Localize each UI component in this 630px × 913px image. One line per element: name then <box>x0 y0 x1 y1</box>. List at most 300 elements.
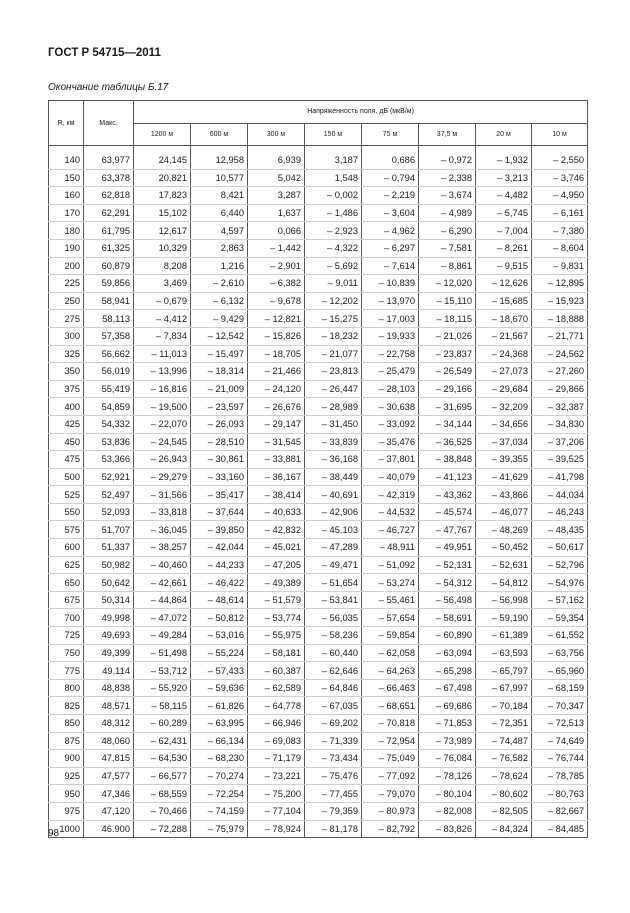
table-cell: – 51,092 <box>362 556 419 574</box>
table-cell: – 77,092 <box>362 767 419 785</box>
table-cell: – 4,412 <box>134 310 191 328</box>
subcol-header: 10 м <box>532 123 588 146</box>
table-cell: – 53,274 <box>362 574 419 592</box>
table-cell: – 21,009 <box>191 380 248 398</box>
table-cell: – 68,230 <box>191 750 248 768</box>
table-cell: – 82,667 <box>532 802 588 820</box>
table-cell: – 40,633 <box>248 503 305 521</box>
table-cell: – 15,497 <box>191 345 248 363</box>
table-cell: – 4,950 <box>532 187 588 205</box>
table-cell: – 78,785 <box>532 767 588 785</box>
table-cell: – 79,070 <box>362 785 419 803</box>
table-cell: 6,939 <box>248 152 305 169</box>
table-cell: – 82,792 <box>362 820 419 838</box>
table-cell: 63,378 <box>84 169 134 187</box>
table-cell: – 68,559 <box>134 785 191 803</box>
table-cell: – 54,312 <box>419 574 476 592</box>
table-cell: – 12,202 <box>305 292 362 310</box>
table-cell: 54,859 <box>84 398 134 416</box>
table-cell: – 58,236 <box>305 627 362 645</box>
table-cell: – 72,254 <box>191 785 248 803</box>
table-cell: – 45,574 <box>419 503 476 521</box>
table-cell: 375 <box>49 380 84 398</box>
table-cell: 46.900 <box>84 820 134 838</box>
table-cell: 52,921 <box>84 468 134 486</box>
table-row <box>49 292 588 310</box>
table-cell: – 66,134 <box>191 732 248 750</box>
table-cell: – 29,866 <box>532 380 588 398</box>
table-cell: – 6,132 <box>191 292 248 310</box>
table-cell: 170 <box>49 204 84 222</box>
table-cell: – 47,767 <box>419 521 476 539</box>
table-cell: 650 <box>49 574 84 592</box>
table-cell: – 24,562 <box>532 345 588 363</box>
table-cell: – 29,279 <box>134 468 191 486</box>
table-cell: – 51,579 <box>248 591 305 609</box>
table-cell: – 18,705 <box>248 345 305 363</box>
table-cell: 54,332 <box>84 415 134 433</box>
table-cell: – 44,864 <box>134 591 191 609</box>
table-row <box>49 521 588 539</box>
table-cell: 150 <box>49 169 84 187</box>
table-cell: – 3,604 <box>362 204 419 222</box>
table-cell: – 66,577 <box>134 767 191 785</box>
table-cell: – 40,079 <box>362 468 419 486</box>
table-cell: – 62,431 <box>134 732 191 750</box>
table-cell: – 28,989 <box>305 398 362 416</box>
table-cell: – 63,094 <box>419 644 476 662</box>
table-cell: – 38,414 <box>248 486 305 504</box>
table-cell: – 78,924 <box>248 820 305 838</box>
table-cell: – 66,463 <box>362 679 419 697</box>
table-cell: – 37,644 <box>191 503 248 521</box>
table-cell: 1,637 <box>248 204 305 222</box>
table-cell: – 24,120 <box>248 380 305 398</box>
table-cell: – 9,429 <box>191 310 248 328</box>
table-cell: – 21,077 <box>305 345 362 363</box>
table-cell: – 17,003 <box>362 310 419 328</box>
table-cell: – 42,906 <box>305 503 362 521</box>
table-cell: – 18,115 <box>419 310 476 328</box>
table-cell: – 52,631 <box>476 556 532 574</box>
table-cell: – 80,602 <box>476 785 532 803</box>
table-cell: – 70,274 <box>191 767 248 785</box>
table-cell: – 36,168 <box>305 451 362 469</box>
table-cell: – 2,610 <box>191 275 248 293</box>
table-cell: – 69,202 <box>305 715 362 733</box>
table-cell: 24,145 <box>134 152 191 169</box>
table-cell: – 67,498 <box>419 679 476 697</box>
table-row <box>49 257 588 275</box>
table-cell: 160 <box>49 187 84 205</box>
table-cell: 60,879 <box>84 257 134 275</box>
table-cell: 10,329 <box>134 239 191 257</box>
table-cell: – 7,614 <box>362 257 419 275</box>
table-cell: – 76,084 <box>419 750 476 768</box>
table-cell: – 31,545 <box>248 433 305 451</box>
table-cell: 5,042 <box>248 169 305 187</box>
table-cell: – 84,485 <box>532 820 588 838</box>
table-cell: – 38,449 <box>305 468 362 486</box>
table-cell: – 62,589 <box>248 679 305 697</box>
table-cell: 425 <box>49 415 84 433</box>
table-cell: – 76,582 <box>476 750 532 768</box>
table-cell: – 49,471 <box>305 556 362 574</box>
table-cell: 750 <box>49 644 84 662</box>
table-cell: – 6,290 <box>419 222 476 240</box>
table-cell: – 33,092 <box>362 415 419 433</box>
table-cell: – 26,093 <box>191 415 248 433</box>
table-cell: 47,120 <box>84 802 134 820</box>
table-cell: – 60,387 <box>248 662 305 680</box>
table-cell: – 39,850 <box>191 521 248 539</box>
table-cell: 56,019 <box>84 363 134 381</box>
document-id: ГОСТ Р 54715—2011 <box>48 47 161 59</box>
table-cell: 275 <box>49 310 84 328</box>
table-cell: – 9,678 <box>248 292 305 310</box>
table-cell: 775 <box>49 662 84 680</box>
table-cell: – 29,166 <box>419 380 476 398</box>
table-cell: 400 <box>49 398 84 416</box>
table-cell: 1000 <box>49 820 84 838</box>
table-row <box>49 574 588 592</box>
table-cell: – 53,712 <box>134 662 191 680</box>
table-cell: – 29,684 <box>476 380 532 398</box>
col-group-header: Напряженность поля, дБ (мкВ/м) <box>134 101 588 124</box>
table-cell: – 72,513 <box>532 715 588 733</box>
table-row <box>49 732 588 750</box>
table-cell: – 60,440 <box>305 644 362 662</box>
table-cell: – 37,801 <box>362 451 419 469</box>
table-row <box>49 750 588 768</box>
table-cell: 53,836 <box>84 433 134 451</box>
table-cell: – 61,552 <box>532 627 588 645</box>
table-cell: – 45.103 <box>305 521 362 539</box>
table-row <box>49 363 588 381</box>
table-cell: 300 <box>49 327 84 345</box>
table-cell: – 71,853 <box>419 715 476 733</box>
table-cell: – 18,670 <box>476 310 532 328</box>
table-row <box>49 679 588 697</box>
table-cell: – 65,960 <box>532 662 588 680</box>
table-cell: – 6,161 <box>532 204 588 222</box>
table-cell: – 30,861 <box>191 451 248 469</box>
table-cell: – 15,826 <box>248 327 305 345</box>
table-cell: – 0,002 <box>305 187 362 205</box>
table-cell: – 44,034 <box>532 486 588 504</box>
table-cell: 61,325 <box>84 239 134 257</box>
table-cell: – 71,179 <box>248 750 305 768</box>
table-cell: – 66,946 <box>248 715 305 733</box>
table-cell: – 58,691 <box>419 609 476 627</box>
table-cell: – 34,830 <box>532 415 588 433</box>
table-cell: – 48,911 <box>362 539 419 557</box>
table-cell: – 37,206 <box>532 433 588 451</box>
table-row <box>49 380 588 398</box>
table-cell: – 46,077 <box>476 503 532 521</box>
table-cell: 59,856 <box>84 275 134 293</box>
table-cell: – 5,692 <box>305 257 362 275</box>
table-cell: – 2,550 <box>532 152 588 169</box>
table-cell: – 8,604 <box>532 239 588 257</box>
table-row <box>49 820 588 838</box>
table-row <box>49 345 588 363</box>
table-row <box>49 239 588 257</box>
table-cell: 3,187 <box>305 152 362 169</box>
table-cell: 3,469 <box>134 275 191 293</box>
table-cell: 58,941 <box>84 292 134 310</box>
table-cell: 875 <box>49 732 84 750</box>
table-cell: – 33,839 <box>305 433 362 451</box>
table-row <box>49 662 588 680</box>
subcol-header: 37,5 м <box>419 123 476 146</box>
table-cell: – 46,243 <box>532 503 588 521</box>
table-cell: – 67,997 <box>476 679 532 697</box>
table-cell: – 33,881 <box>248 451 305 469</box>
table-row <box>49 503 588 521</box>
table-cell: – 49,389 <box>248 574 305 592</box>
table-cell: 12,958 <box>191 152 248 169</box>
table-cell: – 49,951 <box>419 539 476 557</box>
table-cell: 48,060 <box>84 732 134 750</box>
table-cell: – 50,617 <box>532 539 588 557</box>
table-cell: – 57,654 <box>362 609 419 627</box>
table-cell: – 73,989 <box>419 732 476 750</box>
table-cell: 49,998 <box>84 609 134 627</box>
table-cell: 62,291 <box>84 204 134 222</box>
table-cell: – 75,476 <box>305 767 362 785</box>
table-cell: – 1,442 <box>248 239 305 257</box>
table-cell: – 23,597 <box>191 398 248 416</box>
table-row <box>49 169 588 187</box>
table-cell: 1,216 <box>191 257 248 275</box>
table-cell: – 21,026 <box>419 327 476 345</box>
table-cell: – 58,115 <box>134 697 191 715</box>
table-cell: – 69,083 <box>248 732 305 750</box>
table-cell: – 16,816 <box>134 380 191 398</box>
table-cell: – 77,104 <box>248 802 305 820</box>
table-cell: – 48,614 <box>191 591 248 609</box>
table-cell: – 64,263 <box>362 662 419 680</box>
table-cell: – 75,200 <box>248 785 305 803</box>
table-cell: – 68,159 <box>532 679 588 697</box>
table-cell: 57,358 <box>84 327 134 345</box>
table-cell: – 15,110 <box>419 292 476 310</box>
table-cell: – 2,219 <box>362 187 419 205</box>
table-cell: – 4,962 <box>362 222 419 240</box>
table-cell: – 28,510 <box>191 433 248 451</box>
table-cell: 975 <box>49 802 84 820</box>
table-row <box>49 767 588 785</box>
table-cell: – 8,261 <box>476 239 532 257</box>
table-cell: 0,066 <box>248 222 305 240</box>
table-cell: – 53,774 <box>248 609 305 627</box>
table-cell: – 36,045 <box>134 521 191 539</box>
table-cell: 48,312 <box>84 715 134 733</box>
table-cell: – 6,382 <box>248 275 305 293</box>
table-cell: 0,686 <box>362 152 419 169</box>
table-cell: 20,821 <box>134 169 191 187</box>
table-cell: 700 <box>49 609 84 627</box>
table-cell: – 1,486 <box>305 204 362 222</box>
table-cell: – 22,758 <box>362 345 419 363</box>
table-cell: – 72,351 <box>476 715 532 733</box>
table-cell: – 39,525 <box>532 451 588 469</box>
table-cell: 47,577 <box>84 767 134 785</box>
table-cell: – 70,347 <box>532 697 588 715</box>
table-cell: 2,863 <box>191 239 248 257</box>
table-cell: – 64,530 <box>134 750 191 768</box>
table-cell: 8,208 <box>134 257 191 275</box>
table-cell: – 32,387 <box>532 398 588 416</box>
table-cell: – 59,636 <box>191 679 248 697</box>
table-cell: 52,497 <box>84 486 134 504</box>
table-cell: 17,823 <box>134 187 191 205</box>
table-caption: Окончание таблицы Б.17 <box>48 82 169 93</box>
table-cell: 250 <box>49 292 84 310</box>
table-cell: 450 <box>49 433 84 451</box>
table-cell: – 81,178 <box>305 820 362 838</box>
table-cell: – 26,943 <box>134 451 191 469</box>
table-cell: – 42,319 <box>362 486 419 504</box>
table-cell: 50,642 <box>84 574 134 592</box>
table-cell: 575 <box>49 521 84 539</box>
table-cell: – 2,901 <box>248 257 305 275</box>
table-cell: – 63,593 <box>476 644 532 662</box>
table-cell: – 24,545 <box>134 433 191 451</box>
table-cell: – 18,888 <box>532 310 588 328</box>
table-cell: – 33,160 <box>191 468 248 486</box>
field-strength-table <box>48 100 588 838</box>
table-cell: – 78,126 <box>419 767 476 785</box>
table-row <box>49 310 588 328</box>
table-cell: 190 <box>49 239 84 257</box>
table-cell: – 53,841 <box>305 591 362 609</box>
table-cell: 600 <box>49 539 84 557</box>
table-cell: – 61,826 <box>191 697 248 715</box>
table-cell: – 8,861 <box>419 257 476 275</box>
table-cell: 325 <box>49 345 84 363</box>
table-cell: – 53,016 <box>191 627 248 645</box>
table-cell: – 60,289 <box>134 715 191 733</box>
table-cell: – 57,433 <box>191 662 248 680</box>
table-cell: – 40,460 <box>134 556 191 574</box>
table-cell: – 55,461 <box>362 591 419 609</box>
table-cell: 140 <box>49 152 84 169</box>
table-cell: – 15,923 <box>532 292 588 310</box>
table-cell: – 50,452 <box>476 539 532 557</box>
table-cell: 47,346 <box>84 785 134 803</box>
table-cell: – 69,686 <box>419 697 476 715</box>
table-row <box>49 468 588 486</box>
table-cell: – 55,224 <box>191 644 248 662</box>
table-cell: – 56,998 <box>476 591 532 609</box>
table-cell: – 55,920 <box>134 679 191 697</box>
table-cell: 625 <box>49 556 84 574</box>
table-cell: – 4,482 <box>476 187 532 205</box>
table-cell: 50,314 <box>84 591 134 609</box>
table-cell: – 19,500 <box>134 398 191 416</box>
table-cell: – 65,797 <box>476 662 532 680</box>
table-cell: – 48,269 <box>476 521 532 539</box>
table-cell: 62,818 <box>84 187 134 205</box>
table-cell: – 68,651 <box>362 697 419 715</box>
table-cell: – 54,976 <box>532 574 588 592</box>
table-cell: – 48,435 <box>532 521 588 539</box>
table-cell: – 52,131 <box>419 556 476 574</box>
table-cell: – 54,812 <box>476 574 532 592</box>
table-cell: – 31,695 <box>419 398 476 416</box>
table-cell: – 24,368 <box>476 345 532 363</box>
table-cell: – 80,763 <box>532 785 588 803</box>
table-cell: 6,440 <box>191 204 248 222</box>
table-cell: – 18,314 <box>191 363 248 381</box>
table-cell: – 65,298 <box>419 662 476 680</box>
table-cell: – 74,159 <box>191 802 248 820</box>
table-cell: – 56,498 <box>419 591 476 609</box>
subcol-header: 1200 м <box>134 123 191 146</box>
table-cell: – 41,123 <box>419 468 476 486</box>
table-row <box>49 486 588 504</box>
table-cell: 725 <box>49 627 84 645</box>
table-cell: – 28,103 <box>362 380 419 398</box>
table-cell: – 43,866 <box>476 486 532 504</box>
table-cell: – 73,434 <box>305 750 362 768</box>
table-cell: 475 <box>49 451 84 469</box>
table-cell: – 2,338 <box>419 169 476 187</box>
table-cell: – 62,646 <box>305 662 362 680</box>
table-cell: 950 <box>49 785 84 803</box>
table-cell: – 9,831 <box>532 257 588 275</box>
table-cell: – 31,566 <box>134 486 191 504</box>
table-cell: – 5,745 <box>476 204 532 222</box>
subcol-header: 600 м <box>191 123 248 146</box>
table-cell: – 12,821 <box>248 310 305 328</box>
table-cell: 225 <box>49 275 84 293</box>
table-cell: – 27,073 <box>476 363 532 381</box>
table-cell: – 63,995 <box>191 715 248 733</box>
table-row <box>49 609 588 627</box>
table-cell: 63,977 <box>84 152 134 169</box>
table-cell: – 40,691 <box>305 486 362 504</box>
table-cell: 61,795 <box>84 222 134 240</box>
table-cell: – 62,058 <box>362 644 419 662</box>
table-cell: – 4,322 <box>305 239 362 257</box>
table-cell: – 49,284 <box>134 627 191 645</box>
table-cell: – 50,812 <box>191 609 248 627</box>
table-cell: 47,815 <box>84 750 134 768</box>
table-row <box>49 451 588 469</box>
table-cell: – 51,654 <box>305 574 362 592</box>
table-cell: – 55,975 <box>248 627 305 645</box>
table-cell: – 42,661 <box>134 574 191 592</box>
table-cell: – 79,359 <box>305 802 362 820</box>
table-row <box>49 627 588 645</box>
table-cell: – 58,181 <box>248 644 305 662</box>
table-cell: – 72,288 <box>134 820 191 838</box>
table-cell: – 39,355 <box>476 451 532 469</box>
table-row <box>49 204 588 222</box>
table-cell: – 3,746 <box>532 169 588 187</box>
table-cell: 180 <box>49 222 84 240</box>
table-cell: 825 <box>49 697 84 715</box>
table-cell: – 47,072 <box>134 609 191 627</box>
table-cell: – 47,205 <box>248 556 305 574</box>
page-number: 98 <box>48 828 60 839</box>
table-cell: – 2,923 <box>305 222 362 240</box>
subcol-header: 150 м <box>305 123 362 146</box>
table-cell: – 70,184 <box>476 697 532 715</box>
